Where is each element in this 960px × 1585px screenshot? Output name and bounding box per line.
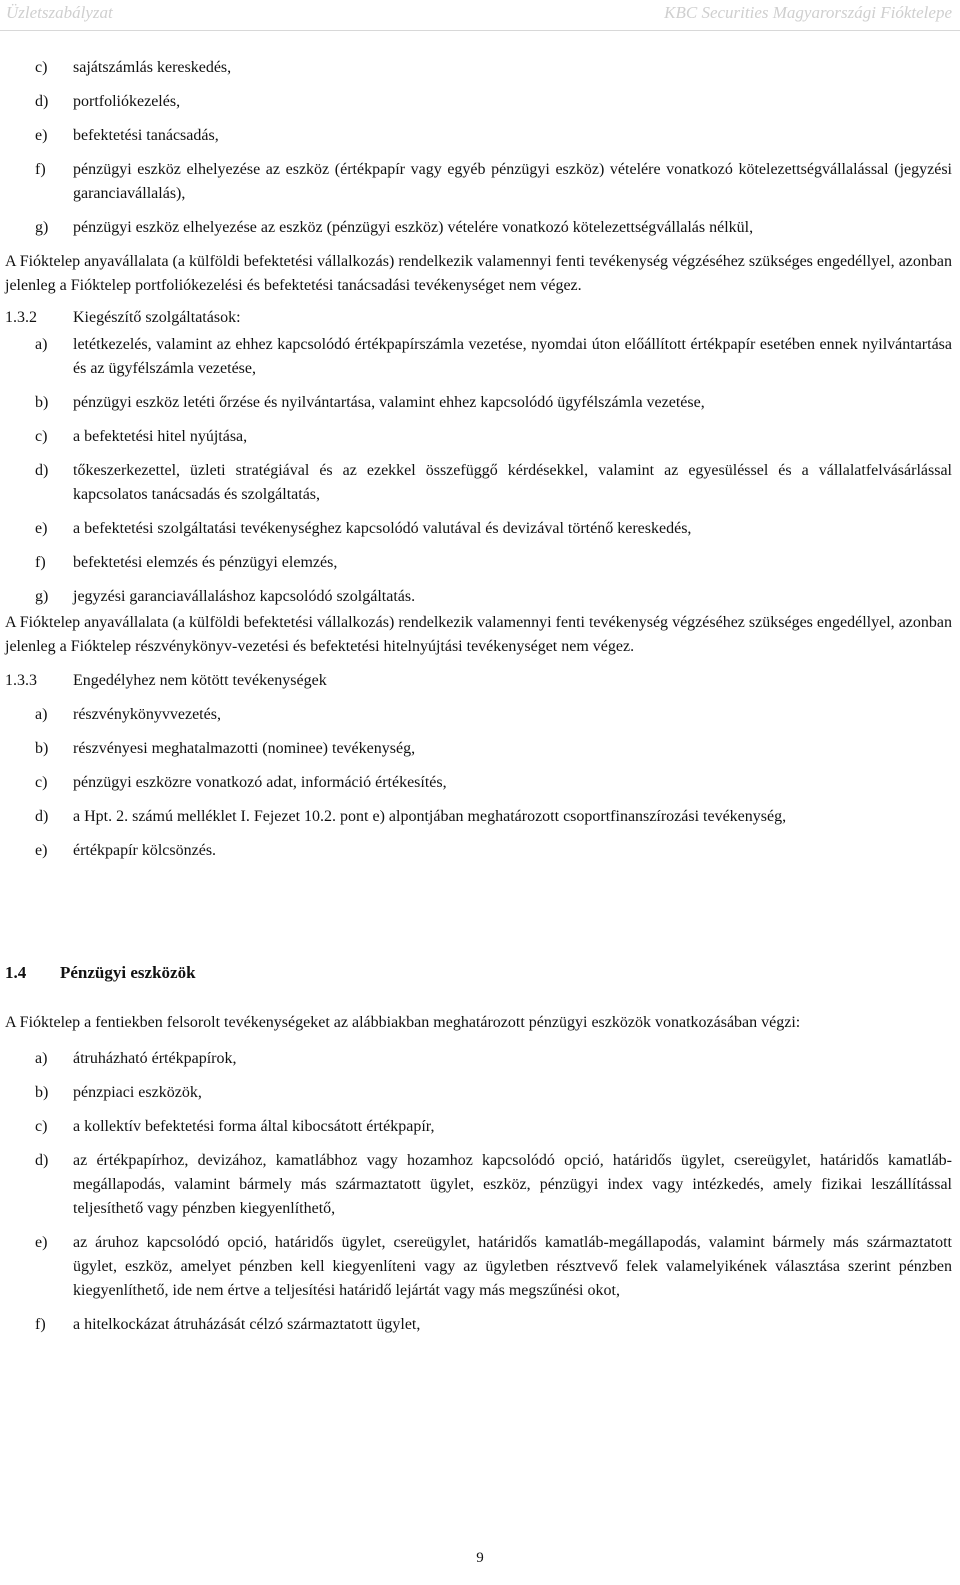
list-item-label: c) xyxy=(35,774,48,791)
list-item-label: g) xyxy=(35,588,49,605)
list-item-text: átruházható értékpapírok, xyxy=(73,1050,237,1067)
list-item-label: a) xyxy=(35,336,48,353)
list-item-label: f) xyxy=(35,161,46,178)
header-title-right: KBC Securities Magyarországi Fióktelepe xyxy=(664,3,952,22)
list-item xyxy=(5,425,952,449)
list-item-label: c) xyxy=(35,1118,48,1135)
list-item-text: letétkezelés, valamint az ehhez kapcsolódó értékpapírszámla vezetése, nyomdai úton előállított értékpapír esetében ennek nyilvántartása és az ügyfélszámla vezetése, xyxy=(73,336,952,377)
header-divider xyxy=(0,30,960,31)
list-item xyxy=(5,1115,952,1139)
section-heading-1-3-3 xyxy=(5,669,952,693)
list-item-label: b) xyxy=(35,394,49,411)
list-item-text: részvénykönyvvezetés, xyxy=(73,706,221,723)
section-heading-1-3-2 xyxy=(5,306,952,330)
list-item-label: e) xyxy=(35,127,48,144)
list-item-text: tőkeszerkezettel, üzleti stratégiával és az ezekkel összefüggő kérdésekkel, valamint az egyesüléssel és a vállalatfelvásárlással kapcsolatos tanácsadás és szolgáltatás, xyxy=(73,462,952,503)
list-item xyxy=(5,158,952,206)
list-item xyxy=(5,333,952,381)
list-item xyxy=(5,216,952,240)
list-item-text: pénzügyi eszköz letéti őrzése és nyilvántartása, valamint ehhez kapcsolódó ügyfélszámla vezetése, xyxy=(73,394,705,411)
list-item xyxy=(5,1313,952,1337)
list-item-text: a Hpt. 2. számú melléklet I. Fejezet 10.2. pont e) alpontjában meghatározott csoportfinanszírozási tevékenység, xyxy=(73,808,787,825)
list-item-text: sajátszámlás kereskedés, xyxy=(73,59,232,76)
list-item-label: a) xyxy=(35,1050,48,1067)
list-item xyxy=(5,1149,952,1221)
section-title: Pénzügyi eszközök xyxy=(60,963,196,982)
list-item xyxy=(5,459,952,507)
list-item-label: e) xyxy=(35,520,48,537)
list-item-text: a hitelkockázat átruházását célzó származtatott ügylet, xyxy=(73,1316,421,1333)
list-item-text: pénzpiaci eszközök, xyxy=(73,1084,202,1101)
list-item-label: f) xyxy=(35,1316,46,1333)
list-item xyxy=(5,805,952,829)
list-item xyxy=(5,56,952,80)
list-item-label: e) xyxy=(35,1234,48,1251)
list-item-label: f) xyxy=(35,554,46,571)
paragraph-license-note: A Fióktelep anyavállalata (a külföldi befektetési vállalkozás) rendelkezik valamennyi fenti tevékenység végzéséhez szükséges engedéllyel, azonban jelenleg a Fióktelep portfoliókezelési és befektetési tanácsadási tevékenységet nem végez. xyxy=(5,253,952,294)
paragraph-financial-instruments-intro: A Fióktelep a fentiekben felsorolt tevékenységeket az alábbiakban meghatározott pénzügyi eszközök vonatkozásában végzi: xyxy=(5,1014,801,1031)
list-item-text: befektetési tanácsadás, xyxy=(73,127,219,144)
list-item-label: d) xyxy=(35,1152,49,1169)
section-number: 1.3.3 xyxy=(5,672,37,689)
list-item-text: pénzügyi eszköz elhelyezése az eszköz (pénzügyi eszköz) vételére vonatkozó kötelezettségvállalás nélkül, xyxy=(73,219,754,236)
list-item-text: az értékpapírhoz, devizához, kamatlábhoz vagy hozamhoz kapcsolódó opció, határidős ügylet, csereügylet, határidős kamatláb-megállapodás, valamint bármely más származtatott ügylet, eszköz, pénzügyi index vagy intézkedés, amely fizikai leszállítással teljesíthető vagy pénzben kiegyenlíthető, xyxy=(73,1152,952,1217)
list-item xyxy=(5,737,952,761)
page-number: 9 xyxy=(476,1550,484,1566)
document-body xyxy=(5,56,952,1337)
list-item xyxy=(5,585,952,609)
section-title: Kiegészítő szolgáltatások: xyxy=(73,309,241,326)
list-item-label: d) xyxy=(35,462,49,479)
list-item-text: a befektetési hitel nyújtása, xyxy=(73,428,248,445)
list-item xyxy=(5,839,952,863)
list-item-text: értékpapír kölcsönzés. xyxy=(73,842,217,859)
list-financial-instruments xyxy=(5,1047,952,1337)
list-item-label: c) xyxy=(35,428,48,445)
list-item-label: a) xyxy=(35,706,48,723)
list-item-text: jegyzési garanciavállaláshoz kapcsolódó szolgáltatás. xyxy=(73,588,416,605)
list-item-text: a kollektív befektetési forma által kibocsátott értékpapír, xyxy=(73,1118,435,1135)
list-item-text: pénzügyi eszköz elhelyezése az eszköz (értékpapír vagy egyéb pénzügyi eszköz) vételére vonatkozó kötelezettségvállalással (jegyzési garanciavállalás), xyxy=(73,161,952,202)
list-item-label: d) xyxy=(35,808,49,825)
list-item-label: g) xyxy=(35,219,49,236)
list-item xyxy=(5,90,952,114)
list-item xyxy=(5,771,952,795)
list-activities xyxy=(5,56,952,240)
list-item-text: részvényesi meghatalmazotti (nominee) tevékenység, xyxy=(73,740,416,757)
section-heading-1-4 xyxy=(5,961,952,985)
list-item xyxy=(5,1231,952,1303)
list-item-text: portfoliókezelés, xyxy=(73,93,181,110)
list-item-text: pénzügyi eszközre vonatkozó adat, információ értékesítés, xyxy=(73,774,447,791)
list-item xyxy=(5,551,952,575)
list-item xyxy=(5,1047,952,1071)
list-item xyxy=(5,1081,952,1105)
list-item xyxy=(5,517,952,541)
list-item-label: b) xyxy=(35,740,49,757)
list-item-text: az áruhoz kapcsolódó opció, határidős ügylet, csereügylet, határidős kamatláb-megállapodás, valamint bármely más származtatott ügylet, eszköz, amelyet pénzben kell kiegyenlíteni vagy az ügyletben résztvevő felek valamelyikének választása szerint pénzben kiegyenlíthető, ide nem értve a teljesítési határidő lejártát vagy más megszűnési okot, xyxy=(73,1234,952,1299)
list-item-label: c) xyxy=(35,59,48,76)
list-item-text: befektetési elemzés és pénzügyi elemzés, xyxy=(73,554,338,571)
list-unlicensed-activities xyxy=(5,703,952,863)
list-item xyxy=(5,703,952,727)
section-number: 1.3.2 xyxy=(5,309,37,326)
list-item xyxy=(5,391,952,415)
page-header xyxy=(0,0,960,34)
header-title-left: Üzletszabályzat xyxy=(6,3,113,22)
list-item-label: b) xyxy=(35,1084,49,1101)
list-item-text: a befektetési szolgáltatási tevékenységhez kapcsolódó valutával és devizával történő kereskedés, xyxy=(73,520,692,537)
list-item xyxy=(5,124,952,148)
list-ancillary-services xyxy=(5,333,952,609)
paragraph-license-note-2: A Fióktelep anyavállalata (a külföldi befektetési vállalkozás) rendelkezik valamennyi fenti tevékenység végzéséhez szükséges engedéllyel, azonban jelenleg a Fióktelep részvénykönyv-vezetési és befektetési hitelnyújtási tevékenységet nem végez. xyxy=(5,614,952,655)
list-item-label: e) xyxy=(35,842,48,859)
section-title: Engedélyhez nem kötött tevékenységek xyxy=(73,672,327,689)
section-number: 1.4 xyxy=(5,963,27,982)
list-item-label: d) xyxy=(35,93,49,110)
